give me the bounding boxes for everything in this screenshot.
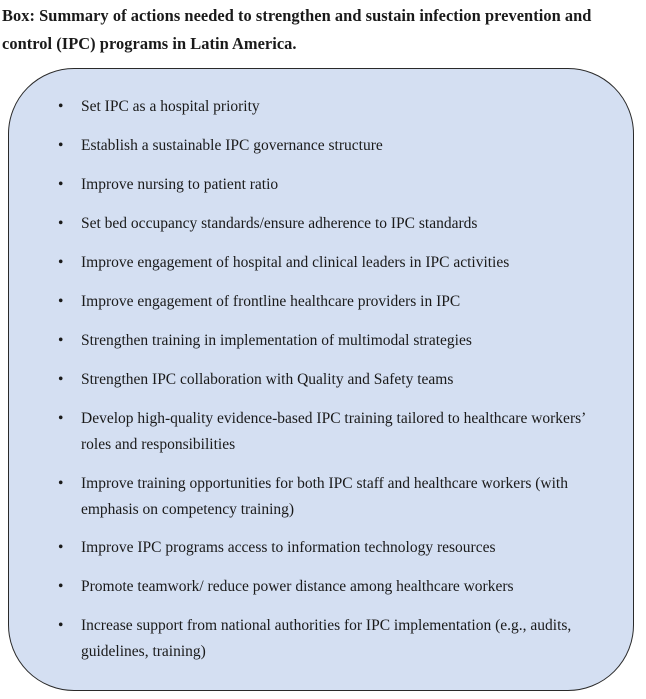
list-item-text: Set IPC as a hospital priority [81, 98, 260, 115]
bullet-icon: • [58, 539, 64, 556]
list-item-text: Improve training opportunities for both IPC staff and healthcare workers (with emphasis on competency training) [81, 475, 568, 518]
list-item-text: Develop high-quality evidence-based IPC training tailored to healthcare workers’ roles and responsibilities [81, 410, 586, 453]
bullet-icon: • [58, 137, 64, 154]
list-item-text: Improve engagement of frontline healthcare providers in IPC [81, 293, 461, 310]
list-item-text: Increase support from national authorities for IPC implementation (e.g., audits, guidelines, training) [81, 617, 572, 660]
bullet-icon: • [58, 98, 64, 115]
bullet-icon: • [58, 475, 64, 492]
bullet-icon: • [58, 176, 64, 193]
list-item-text: Improve IPC programs access to information technology resources [81, 539, 496, 556]
list-item-text: Promote teamwork/ reduce power distance among healthcare workers [81, 578, 514, 595]
box-title: Box: Summary of actions needed to strengthen and sustain infection prevention and control (IPC) programs in Latin America. [2, 6, 592, 53]
list-item-text: Strengthen training in implementation of multimodal strategies [81, 332, 472, 349]
bullet-icon: • [58, 578, 64, 595]
bullet-icon: • [58, 254, 64, 271]
list-item-text: Strengthen IPC collaboration with Quality and Safety teams [81, 371, 454, 388]
list-item-text: Establish a sustainable IPC governance structure [81, 137, 383, 154]
list-item-text: Set bed occupancy standards/ensure adherence to IPC standards [81, 215, 478, 232]
bullet-icon: • [58, 215, 64, 232]
bullet-icon: • [58, 617, 64, 634]
list-item-text: Improve nursing to patient ratio [81, 176, 279, 193]
bullet-icon: • [58, 293, 64, 310]
bullet-icon: • [58, 410, 64, 427]
bullet-icon: • [58, 332, 64, 349]
summary-box [8, 68, 634, 691]
list-item-text: Improve engagement of hospital and clinical leaders in IPC activities [81, 254, 510, 271]
bullet-icon: • [58, 371, 64, 388]
